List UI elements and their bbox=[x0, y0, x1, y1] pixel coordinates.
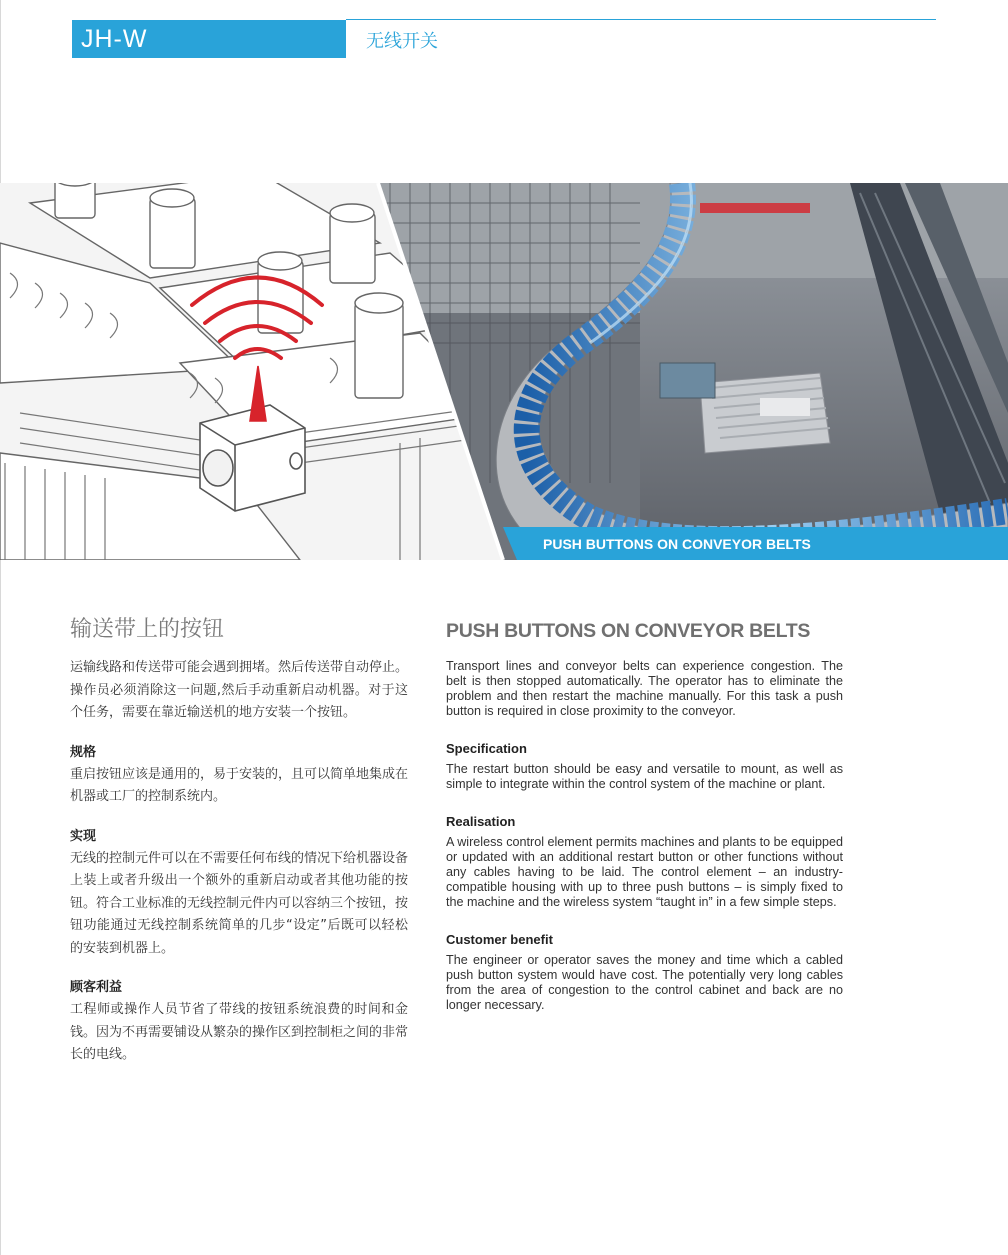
chinese-heading-benefit: 顾客利益 bbox=[70, 980, 123, 995]
hero-banner bbox=[0, 183, 1008, 560]
english-title: PUSH BUTTONS ON CONVEYOR BELTS bbox=[446, 620, 811, 642]
chinese-heading-realisation: 实现 bbox=[70, 828, 97, 844]
header-subtitle: 无线开关 bbox=[366, 31, 438, 52]
header-rule bbox=[346, 19, 936, 20]
english-heading-benefit: Customer benefit bbox=[446, 932, 553, 947]
chinese-body-realisation: 无线的控制元件可以在不需要任何布线的情况下给机器设备上装上或者升级出一个额外的重新启动或者其他功能的按钮。符合工业标准的无线控制元件内可以容纳三个按钮，按钮功能通过无线控制系统简单的几步“设定”后既可以轻松的安装到机器上。 bbox=[70, 850, 409, 956]
english-body-realisation: A wireless control element permits machines and plants to be equipped or updated with an additional restart button or other functions without any cables having to be laid. The control element – an industry-compatible housing with up to three push buttons – is simply fixed to the machine and the wireless system “taught in” in a few simple steps. bbox=[446, 835, 843, 909]
english-intro: Transport lines and conveyor belts can experience congestion. The belt is then stopped automatically. The operator has to eliminate the problem and then restart the machine manually. For this task a push button is required in close proximity to the conveyor. bbox=[446, 659, 843, 718]
english-body-benefit: The engineer or operator saves the money and time which a cabled push button system would have cost. The potentially very long cables from the area of congestion to the control cabinet and back are no longer necessary. bbox=[446, 953, 843, 1012]
chinese-body-benefit: 工程师或操作人员节省了带线的按钮系统浪费的时间和金钱。因为不再需要铺设从繁杂的操作区到控制柜之间的非常长的电线。 bbox=[70, 1002, 409, 1062]
english-heading-specification: Specification bbox=[446, 741, 527, 756]
english-body-specification: The restart button should be easy and versatile to mount, as well as simple to integrate within the control system of the machine or plant. bbox=[446, 762, 843, 791]
english-column bbox=[446, 620, 843, 1013]
chinese-title: 输送带上的按钮 bbox=[70, 617, 225, 642]
chinese-body-specification: 重启按钮应该是通用的，易于安装的，且可以简单地集成在机器或工厂的控制系统内。 bbox=[70, 766, 409, 804]
chinese-heading-specification: 规格 bbox=[70, 744, 97, 760]
english-heading-realisation: Realisation bbox=[446, 814, 516, 829]
product-code-badge: JH-W bbox=[72, 20, 346, 58]
hero-caption: PUSH BUTTONS ON CONVEYOR BELTS bbox=[543, 536, 811, 552]
chinese-intro: 运输线路和传送带可能会遇到拥堵。然后传送带自动停止。操作员必须消除这一问题,然后手动重新启动机器。对于这个任务，需要在靠近输送机的地方安装一个按钮。 bbox=[70, 660, 409, 720]
hero-illustration bbox=[0, 183, 1008, 560]
chinese-column bbox=[70, 612, 408, 1067]
